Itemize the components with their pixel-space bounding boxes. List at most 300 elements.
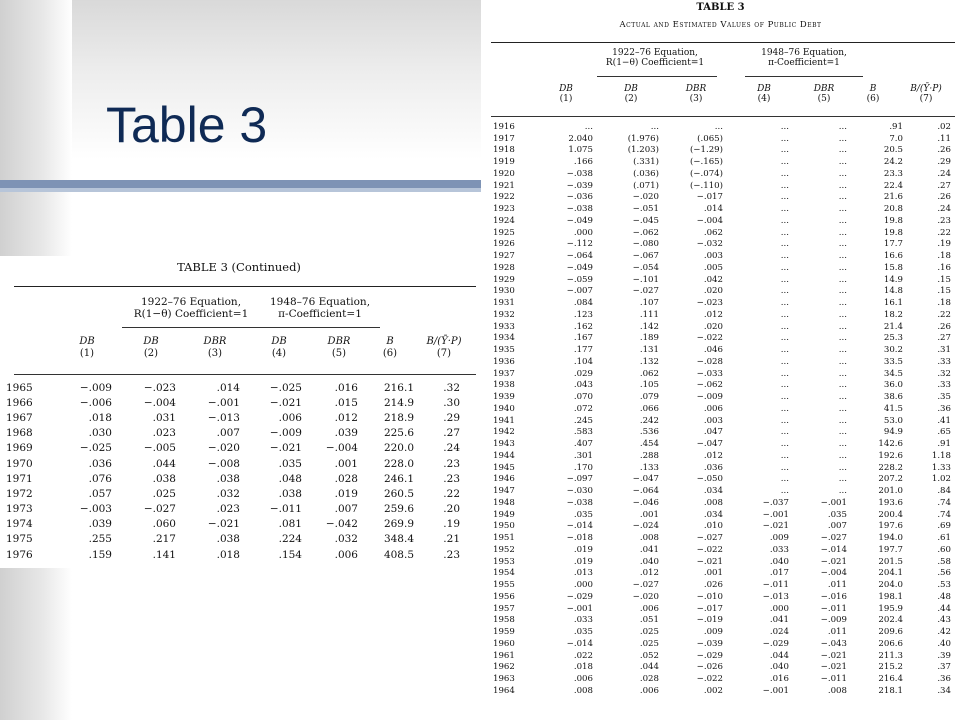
table-cell: .166: [573, 157, 593, 168]
table-cell: ...: [780, 274, 789, 285]
table-cell: (−.110): [689, 180, 723, 191]
year-cell: 1951: [493, 533, 515, 544]
table-cell: −.022: [696, 544, 723, 555]
table-cell: −.011: [762, 580, 789, 591]
table-cell: .030: [88, 427, 112, 440]
table-cell: .032: [334, 533, 358, 546]
table-cell: 207.2: [878, 474, 903, 485]
year-cell: 1944: [493, 450, 515, 461]
table-row: [493, 685, 951, 697]
group-header-line: R(1−θ) Coefficient=1: [133, 308, 249, 321]
year-cell: 1932: [493, 309, 515, 320]
table-cell: .023: [152, 427, 176, 440]
table-cell: ...: [838, 251, 847, 262]
group-underline: [122, 327, 272, 328]
table-cell: .26: [937, 145, 951, 156]
group-header-1922-76: [116, 296, 266, 320]
table-cell: .583: [573, 427, 593, 438]
table-cell: .19: [443, 518, 460, 531]
year-cell: 1945: [493, 462, 515, 473]
table-cell: ...: [838, 345, 847, 356]
table-cell: .009: [769, 533, 789, 544]
table-scan: [481, 0, 960, 720]
table-row: [493, 215, 951, 227]
table-cell: .016: [769, 674, 789, 685]
table-cell: 38.6: [883, 392, 903, 403]
column-header: [799, 84, 849, 105]
table-row: [493, 368, 951, 380]
table-cell: ...: [838, 133, 847, 144]
table-row: [493, 615, 951, 627]
table-cell: −.014: [566, 638, 593, 649]
table-row: [493, 521, 951, 533]
table-cell: .24: [937, 168, 951, 179]
table-row: [493, 274, 951, 286]
table-cell: ...: [838, 486, 847, 497]
table-cell: −.014: [566, 521, 593, 532]
year-cell: 1963: [493, 674, 515, 685]
table-cell: .019: [334, 487, 358, 500]
year-cell: 1971: [6, 472, 33, 485]
table-cell: 204.1: [878, 568, 903, 579]
table-cell: .007: [216, 427, 240, 440]
year-cell: 1975: [6, 533, 33, 546]
table-cell: .16: [937, 262, 951, 273]
year-cell: 1920: [493, 168, 515, 179]
top-rule: [14, 286, 476, 287]
table-cell: .051: [639, 615, 659, 626]
table-cell: −.003: [79, 503, 112, 516]
column-name: DB: [757, 84, 771, 94]
table-cell: 218.1: [878, 685, 903, 696]
table-cell: .407: [573, 439, 593, 450]
table-cell: .245: [573, 415, 593, 426]
table-cell: −.020: [632, 192, 659, 203]
column-number: (6): [382, 347, 398, 359]
column-name: B: [869, 84, 877, 94]
table-cell: 218.9: [383, 411, 414, 424]
year-cell: 1969: [6, 442, 33, 455]
table-cell: 14.8: [883, 286, 903, 297]
table-cell: 192.6: [878, 450, 903, 461]
column-name: DB: [624, 84, 638, 94]
year-cell: 1939: [493, 392, 515, 403]
table-cell: .025: [639, 638, 659, 649]
column-number: (7): [436, 347, 452, 359]
table-row: [6, 395, 460, 410]
table-row: [6, 471, 460, 486]
table-cell: (−.074): [689, 168, 723, 179]
table-cell: 348.4: [383, 533, 414, 546]
table-cell: .18: [937, 298, 951, 309]
year-cell: 1925: [493, 227, 515, 238]
table-cell: 1.075: [568, 145, 593, 156]
table-cell: ...: [838, 427, 847, 438]
table-cell: −.025: [269, 381, 302, 394]
table-cell: .74: [937, 497, 951, 508]
year-cell: 1930: [493, 286, 515, 297]
table-cell: .006: [334, 548, 358, 561]
table-cell: −.021: [269, 442, 302, 455]
table-cell: .006: [639, 603, 659, 614]
table-cell: .028: [334, 472, 358, 485]
table-cell: ...: [838, 180, 847, 191]
table-cell: .079: [639, 392, 659, 403]
table-cell: .008: [639, 533, 659, 544]
table-cell: .65: [937, 427, 951, 438]
table-cell: .02: [937, 121, 951, 132]
table-cell: .033: [769, 544, 789, 555]
table-cell: .039: [334, 427, 358, 440]
table-cell: .26: [937, 192, 951, 203]
table-cell: ...: [780, 157, 789, 168]
table-cell: ...: [780, 321, 789, 332]
table-cell: ...: [780, 462, 789, 473]
table-cell: −.029: [566, 591, 593, 602]
table-cell: .000: [769, 603, 789, 614]
table-cell: 7.0: [889, 133, 903, 144]
table-cell: 21.6: [883, 192, 903, 203]
table-cell: .023: [216, 503, 240, 516]
table-cell: ...: [780, 286, 789, 297]
table-cell: .35: [937, 392, 951, 403]
table-cell: −.009: [820, 615, 847, 626]
table-cell: 16.6: [883, 251, 903, 262]
table-cell: .242: [639, 415, 659, 426]
table-cell: .18: [937, 251, 951, 262]
table-row: [493, 250, 951, 262]
table-cell: −.028: [696, 356, 723, 367]
table-row: [493, 427, 951, 439]
table-row: [493, 145, 951, 157]
table-cell: 24.2: [883, 157, 903, 168]
group-header-line: π-Coefficient=1: [768, 58, 840, 69]
table-cell: 408.5: [383, 548, 414, 561]
table-cell: .159: [88, 548, 112, 561]
column-header: [62, 336, 112, 359]
table-cell: .014: [216, 381, 240, 394]
column-header: [370, 336, 410, 359]
table-cell: −.021: [696, 556, 723, 567]
table-cell: ...: [780, 380, 789, 391]
table-cell: −.022: [696, 674, 723, 685]
table-cell: −.011: [269, 503, 302, 516]
table-cell: 36.0: [883, 380, 903, 391]
table-cell: −.059: [566, 274, 593, 285]
table-cell: −.008: [207, 457, 240, 470]
table-cell: .006: [573, 674, 593, 685]
table-cell: 269.9: [383, 518, 414, 531]
table-cell: .69: [937, 521, 951, 532]
table-cell: −.021: [820, 556, 847, 567]
table-cell: .017: [769, 568, 789, 579]
table-cell: .048: [278, 472, 302, 485]
table-cell: .081: [278, 518, 302, 531]
table-cell: .036: [88, 457, 112, 470]
table-cell: −.011: [820, 674, 847, 685]
table-cell: .27: [937, 180, 951, 191]
year-cell: 1919: [493, 157, 515, 168]
table-cell: .26: [937, 321, 951, 332]
table-cell: ...: [780, 392, 789, 403]
table-cell: ...: [838, 215, 847, 226]
table-cell: ...: [780, 368, 789, 379]
table-cell: ...: [780, 486, 789, 497]
table-row: [493, 438, 951, 450]
table-cell: 197.7: [878, 544, 903, 555]
table-cell: ...: [838, 439, 847, 450]
table-cell: .142: [639, 321, 659, 332]
table-cell: ...: [838, 356, 847, 367]
table-row: [493, 168, 951, 180]
table-cell: .034: [703, 486, 723, 497]
table-cell: −.064: [632, 486, 659, 497]
table-cell: .22: [937, 227, 951, 238]
column-header: [895, 84, 957, 105]
table-cell: .288: [639, 450, 659, 461]
table-cell: .070: [573, 392, 593, 403]
table-cell: −.067: [632, 251, 659, 262]
table-row: [493, 286, 951, 298]
table-cell: .105: [639, 380, 659, 391]
table-cell: ...: [780, 227, 789, 238]
table-cell: −.004: [820, 568, 847, 579]
column-name: B/(Ȳ·P): [910, 84, 942, 94]
table-cell: .104: [573, 356, 593, 367]
table-caption: TABLE 3 (Continued): [177, 260, 301, 274]
table-cell: .154: [278, 548, 302, 561]
group-underline: [745, 76, 863, 77]
table-cell: −.027: [820, 533, 847, 544]
column-number: (6): [866, 94, 880, 105]
year-cell: 1973: [6, 503, 33, 516]
table-cell: 201.0: [878, 486, 903, 497]
table-cell: ...: [780, 345, 789, 356]
table-cell: .028: [639, 674, 659, 685]
table-cell: ...: [780, 121, 789, 132]
year-cell: 1940: [493, 403, 515, 414]
table-cell: .012: [703, 309, 723, 320]
table-cell: (.331): [633, 157, 659, 168]
column-header: [739, 84, 789, 105]
table-row: [493, 662, 951, 674]
table-cell: .301: [573, 450, 593, 461]
table-cell: .018: [88, 411, 112, 424]
table-cell: .034: [703, 509, 723, 520]
table-cell: −.021: [820, 650, 847, 661]
year-cell: 1974: [6, 518, 33, 531]
year-cell: 1965: [6, 381, 33, 394]
table-cell: .006: [703, 403, 723, 414]
table-cell: .91: [937, 439, 951, 450]
column-name: DBR: [203, 336, 227, 347]
table-cell: 259.6: [383, 503, 414, 516]
year-cell: 1961: [493, 650, 515, 661]
year-cell: 1950: [493, 521, 515, 532]
table-cell: −.006: [79, 396, 112, 409]
table-cell: .40: [937, 638, 951, 649]
table-cell: .032: [216, 487, 240, 500]
year-cell: 1934: [493, 333, 515, 344]
table-cell: .015: [334, 396, 358, 409]
year-cell: 1941: [493, 415, 515, 426]
table-cell: −.011: [820, 603, 847, 614]
year-cell: 1943: [493, 439, 515, 450]
table-cell: 19.8: [883, 227, 903, 238]
table-row: [493, 344, 951, 356]
table-cell: .022: [573, 650, 593, 661]
table-cell: .20: [443, 503, 460, 516]
header-rule: [491, 116, 955, 117]
table-cell: 214.9: [383, 396, 414, 409]
year-cell: 1946: [493, 474, 515, 485]
table-cell: (.071): [633, 180, 659, 191]
table-cell: (1.976): [627, 133, 659, 144]
year-cell: 1924: [493, 215, 515, 226]
table-cell: −.037: [762, 497, 789, 508]
table-cell: .27: [937, 333, 951, 344]
table-cell: .002: [703, 685, 723, 696]
table-cell: (.065): [697, 133, 723, 144]
table-row: [6, 502, 460, 517]
table-cell: .044: [639, 662, 659, 673]
table-cell: −.038: [566, 168, 593, 179]
column-number: (3): [207, 347, 223, 359]
year-cell: 1964: [493, 685, 515, 696]
table-cell: ...: [838, 403, 847, 414]
table-row: [493, 568, 951, 580]
table-cell: .012: [703, 450, 723, 461]
table-cell: .012: [639, 568, 659, 579]
column-name: DBR: [685, 84, 707, 94]
table-cell: .37: [937, 662, 951, 673]
group-header-1948-76: [745, 48, 863, 69]
year-cell: 1942: [493, 427, 515, 438]
table-cell: .076: [88, 472, 112, 485]
table-cell: .005: [703, 262, 723, 273]
group-header-line: 1948–76 Equation,: [269, 296, 371, 308]
table-cell: .020: [703, 321, 723, 332]
table-cell: 22.4: [883, 180, 903, 191]
group-header-1922-76: [595, 48, 715, 69]
table-row: [493, 462, 951, 474]
table-row: [493, 638, 951, 650]
table-cell: .035: [278, 457, 302, 470]
table-row: [493, 579, 951, 591]
table-cell: .22: [937, 309, 951, 320]
table-cell: −.021: [820, 662, 847, 673]
column-name: DB: [79, 336, 95, 347]
table-cell: .047: [703, 427, 723, 438]
table-cell: .132: [639, 356, 659, 367]
table-row: [493, 673, 951, 685]
table-cell: ...: [780, 262, 789, 273]
table-row: [493, 544, 951, 556]
column-name: DBR: [813, 84, 835, 94]
table-cell: .036: [703, 462, 723, 473]
table-cell: .039: [88, 518, 112, 531]
table-cell: .007: [334, 503, 358, 516]
table-cell: −.033: [696, 368, 723, 379]
table-cell: .038: [278, 487, 302, 500]
table-cell: 20.8: [883, 204, 903, 215]
table-cell: ...: [838, 145, 847, 156]
table-cell: −.054: [632, 262, 659, 273]
table-cell: −.051: [632, 204, 659, 215]
table-cell: −.030: [566, 486, 593, 497]
column-name: B/(Ȳ·P): [426, 336, 462, 347]
column-name: DB: [143, 336, 159, 347]
table-cell: ...: [838, 239, 847, 250]
year-cell: 1952: [493, 544, 515, 555]
group-underline: [262, 327, 380, 328]
table-cell: −.021: [207, 518, 240, 531]
table-cell: ...: [780, 192, 789, 203]
table-cell: .44: [937, 603, 951, 614]
year-cell: 1970: [6, 457, 33, 470]
year-cell: 1927: [493, 251, 515, 262]
table-row: [6, 441, 460, 456]
table-cell: ...: [838, 204, 847, 215]
year-cell: 1968: [6, 427, 33, 440]
table-cell: ...: [838, 321, 847, 332]
table-cell: 2.040: [568, 133, 593, 144]
table-caption: TABLE 3: [696, 2, 745, 13]
table-cell: .36: [937, 403, 951, 414]
table-cell: .043: [573, 380, 593, 391]
table-row: [493, 321, 951, 333]
column-number: (5): [817, 94, 831, 105]
year-cell: 1935: [493, 345, 515, 356]
table-cell: −.016: [820, 591, 847, 602]
table-cell: .020: [703, 286, 723, 297]
table-cell: −.005: [143, 442, 176, 455]
table-cell: .001: [703, 568, 723, 579]
table-cell: −.049: [566, 262, 593, 273]
table-cell: 209.6: [878, 627, 903, 638]
table-cell: ...: [780, 474, 789, 485]
table-cell: .041: [639, 544, 659, 555]
table-cell: .58: [937, 556, 951, 567]
year-cell: 1967: [6, 411, 33, 424]
table-cell: 21.4: [883, 321, 903, 332]
column-number: (2): [624, 94, 638, 105]
table-cell: ...: [714, 121, 723, 132]
table-cell: ...: [780, 415, 789, 426]
table-row: [493, 203, 951, 215]
table-cell: −.022: [696, 333, 723, 344]
table-cell: .024: [769, 627, 789, 638]
table-row: [493, 650, 951, 662]
table-cell: 194.0: [878, 533, 903, 544]
table-cell: .39: [937, 650, 951, 661]
table-cell: 23.3: [883, 168, 903, 179]
table-cell: 94.9: [883, 427, 903, 438]
table-cell: .018: [573, 662, 593, 673]
table-cell: .084: [573, 298, 593, 309]
year-cell: 1928: [493, 262, 515, 273]
table-cell: .167: [573, 333, 593, 344]
year-cell: 1953: [493, 556, 515, 567]
table-cell: .111: [639, 309, 659, 320]
year-cell: 1958: [493, 615, 515, 626]
table-cell: 204.0: [878, 580, 903, 591]
table-cell: ...: [838, 415, 847, 426]
table-cell: ...: [838, 227, 847, 238]
table-cell: 211.3: [878, 650, 903, 661]
table-cell: 142.6: [878, 439, 903, 450]
table-row: [493, 239, 951, 251]
